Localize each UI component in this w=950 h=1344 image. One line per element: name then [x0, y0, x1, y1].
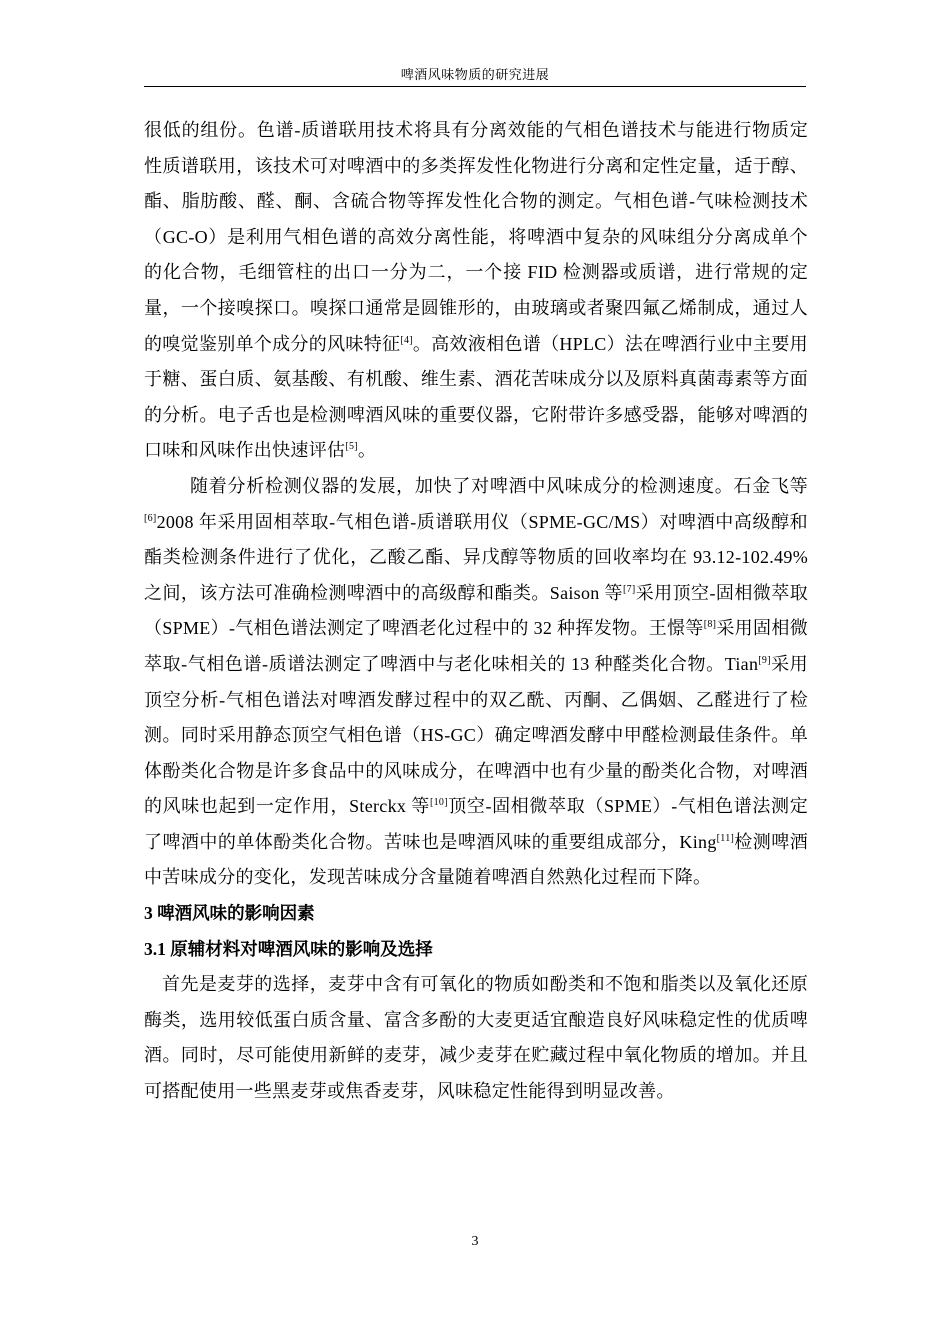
paragraph-text: 采用固相微萃取-气相色谱-质谱法测定了啤酒中与老化味相关的 13 种醛类化合物。Tian — [144, 618, 808, 674]
paragraph-text: 。高效液相色谱（HPLC）法在啤酒行业中主要用于糖、蛋白质、氨基酸、有机酸、维生素、酒花苦味成分以及原料真菌毒素等方面的分析。电子舌也是检测啤酒风味的重要仪器，它附带许多感受器，能够对啤酒的口味和风味作出快速评估 — [144, 333, 808, 461]
citation-marker: [9] — [758, 654, 771, 666]
citation-marker: [8] — [703, 619, 717, 631]
citation-marker: [7] — [622, 583, 636, 595]
page-body — [144, 113, 808, 1110]
paragraph-analysis-methods — [144, 113, 808, 469]
paragraph-text: 。 — [357, 440, 377, 461]
header-rule — [144, 86, 806, 87]
paragraph-malt-selection: 首先是麦芽的选择，麦芽中含有可氧化的物质如酚类和不饱和脂类以及氧化还原酶类，选用较低蛋白质含量、富含多酚的大麦更适宜酿造良好风味稳定性的优质啤酒。同时，尽可能使用新鲜的麦芽，减少麦芽在贮藏过程中氧化物质的增加。并且可搭配使用一些黑麦芽或焦香麦芽，风味稳定性能得到明显改善。 — [144, 974, 808, 1102]
page-number: 3 — [471, 1234, 479, 1249]
citation-marker: [4] — [400, 334, 413, 346]
section-heading: 3 啤酒风味的影响因素 — [144, 903, 315, 924]
paragraph-text: 检测啤酒中苦味成分的变化，发现苦味成分含量随着啤酒自然熟化过程而下降。 — [144, 831, 808, 888]
paragraph-text: 2008 年采用固相萃取-气相色谱-质谱联用仪（SPME-GC/MS）对啤酒中高级醇和酯类检测条件进行了优化，乙酸乙酯、异戊醇等物质的回收率均在 93.12-102.49%之间，该方法可准确检测啤酒中的高级醇和酯类。Saison 等 — [144, 511, 808, 603]
running-header: 啤酒风味物质的研究进展 — [400, 67, 550, 82]
paragraph-text: 采用顶空分析-气相色谱法对啤酒发酵过程中的双乙酰、丙酮、乙偶姻、乙醛进行了检测。同时采用静态顶空气相色谱（HS-GC）确定啤酒发酵中甲醛检测最佳条件。单体酚类化合物是许多食品中的风味成分，在啤酒中也有少量的酚类化合物，对啤酒的风味也起到一定作用，Sterckx 等 — [144, 653, 808, 817]
citation-marker: [6] — [144, 512, 157, 524]
citation-marker: [5] — [345, 441, 358, 453]
paragraph-text: 顶空-固相微萃取（SPME）-气相色谱法测定了啤酒中的单体酚类化合物。苦味也是啤酒风味的重要组成部分，King — [144, 796, 809, 852]
paragraph-text: 很低的组份。色谱-质谱联用技术将具有分离效能的气相色谱技术与能进行物质定性质谱联用，该技术可对啤酒中的多类挥发性化物进行分离和定性定量，适于醇、酯、脂肪酸、醛、酮、含硫合物等挥发性化合物的测定。气相色谱-气味检测技术（GC-O）是利用气相色谱的高效分离性能，将啤酒中复杂的风味组分分离成单个的化合物，毛细管柱的出口一分为二，一个接 FID 检测器或质谱，进行常规的定量，一个接嗅探口。嗅探口通常是圆锥形的，由玻璃或者聚四氟乙烯制成，通过人的嗅觉鉴别单个成分的风味特征 — [144, 120, 808, 354]
subsection-heading: 3.1 原辅材料对啤酒风味的影响及选择 — [144, 938, 433, 959]
paragraph-detection-studies — [144, 469, 808, 896]
citation-marker: [11] — [716, 832, 735, 844]
paragraph-text: 随着分析检测仪器的发展，加快了对啤酒中风味成分的检测速度。石金飞等 — [190, 475, 808, 496]
citation-marker: [10] — [429, 797, 448, 809]
paragraph-text: 采用顶空-固相微萃取（SPME）-气相色谱法测定了啤酒老化过程中的 32 种挥发物。王憬等 — [144, 582, 808, 639]
